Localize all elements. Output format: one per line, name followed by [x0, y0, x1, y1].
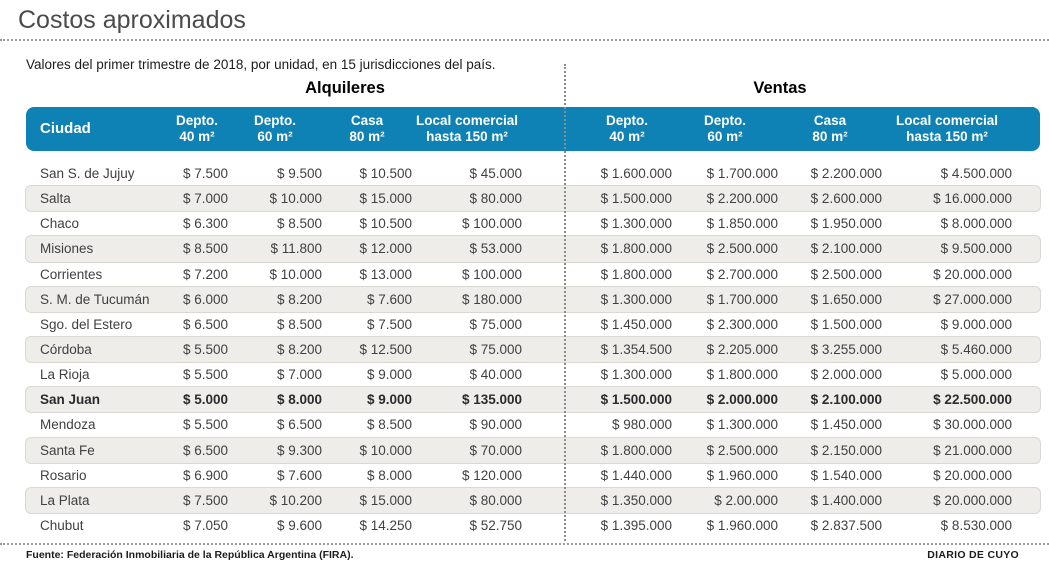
alquileres-value: $ 10.500 — [359, 166, 412, 182]
alquileres-value: $ 8.200 — [276, 291, 322, 307]
alquileres-value: $ 7.600 — [366, 291, 412, 307]
column-header-alq-casa80: Casa 80 m² — [349, 112, 385, 144]
ventas-value: $ 20.000.000 — [933, 492, 1012, 508]
ventas-value: $ 5.000.000 — [940, 367, 1012, 383]
ventas-value: $ 1.300.000 — [600, 291, 672, 307]
alquileres-value: $ 7.000 — [276, 367, 322, 383]
subtitle: Valores del primer trimestre de 2018, por unidad, en 15 jurisdicciones del país. — [26, 57, 496, 72]
ventas-value: $ 1.960.000 — [706, 518, 778, 534]
ventas-value: $ 9.500.000 — [940, 241, 1012, 257]
ventas-value: $ 1.300.000 — [706, 417, 778, 433]
ventas-value: $ 1.395.000 — [600, 518, 672, 534]
ventas-value: $ 2.500.000 — [706, 442, 778, 458]
alquileres-value: $ 7.500 — [182, 166, 228, 182]
ventas-value: $ 1.800.000 — [706, 367, 778, 383]
alquileres-value: $ 70.000 — [469, 442, 522, 458]
city-cell: S. M. de Tucumán — [40, 291, 150, 307]
table-row — [26, 161, 1040, 186]
ventas-value: $ 1.700.000 — [706, 291, 778, 307]
table-row — [26, 488, 1040, 513]
alquileres-value: $ 80.000 — [469, 191, 522, 207]
ventas-value: $ 1.500.000 — [600, 392, 672, 408]
ventas-value: $ 1.350.000 — [600, 492, 672, 508]
column-header-alq-depto40: Depto. 40 m² — [176, 112, 218, 144]
column-header-ven-depto40: Depto. 40 m² — [606, 112, 648, 144]
city-cell: Santa Fe — [40, 442, 95, 458]
column-header-ciudad: Ciudad — [40, 119, 91, 137]
alquileres-value: $ 15.000 — [359, 492, 412, 508]
alquileres-value: $ 8.500 — [182, 241, 228, 257]
alquileres-value: $ 13.000 — [359, 266, 412, 282]
ventas-value: $ 21.000.000 — [933, 442, 1012, 458]
alquileres-value: $ 180.000 — [461, 291, 522, 307]
alquileres-value: $ 8.000 — [366, 467, 412, 483]
alquileres-value: $ 5.000 — [182, 392, 228, 408]
alquileres-value: $ 5.500 — [182, 417, 228, 433]
table-row — [26, 186, 1040, 211]
ventas-value: $ 27.000.000 — [933, 291, 1012, 307]
city-cell: La Rioja — [40, 367, 90, 383]
bottom-divider — [0, 543, 1049, 545]
ventas-value: $ 2.200.000 — [706, 191, 778, 207]
ventas-value: $ 1.950.000 — [810, 216, 882, 232]
ventas-value: $ 1.850.000 — [706, 216, 778, 232]
city-cell: Misiones — [40, 241, 94, 257]
city-cell: Sgo. del Estero — [40, 316, 133, 332]
table-row — [26, 211, 1040, 236]
ventas-value: $ 1.800.000 — [600, 266, 672, 282]
ventas-value: $ 2.500.000 — [706, 241, 778, 257]
city-cell: La Plata — [40, 492, 90, 508]
alquileres-value: $ 45.000 — [469, 166, 522, 182]
ventas-value: $ 2.200.000 — [810, 166, 882, 182]
alquileres-value: $ 8.500 — [276, 316, 322, 332]
alquileres-value: $ 15.000 — [359, 191, 412, 207]
alquileres-value: $ 5.500 — [182, 342, 228, 358]
ventas-value: $ 1.800.000 — [600, 442, 672, 458]
table-row — [26, 438, 1040, 463]
publisher-credit: DIARIO DE CUYO — [927, 549, 1019, 561]
table-body — [26, 161, 1040, 538]
alquileres-value: $ 53.000 — [469, 241, 522, 257]
alquileres-value: $ 8.500 — [276, 216, 322, 232]
ventas-value: $ 1.500.000 — [810, 316, 882, 332]
table-row — [26, 362, 1040, 387]
ventas-value: $ 1.540.000 — [810, 467, 882, 483]
table-row — [26, 287, 1040, 312]
city-cell: Salta — [40, 191, 71, 207]
column-header-alq-depto60: Depto. 60 m² — [254, 112, 296, 144]
table-row — [26, 236, 1040, 261]
ventas-value: $ 2.150.000 — [810, 442, 882, 458]
ventas-value: $ 2.205.000 — [706, 342, 778, 358]
table-row — [26, 513, 1040, 538]
column-header-ven-local: Local comercial hasta 150 m² — [895, 112, 999, 144]
section-header-alquileres: Alquileres — [305, 79, 385, 97]
ventas-value: $ 1.450.000 — [600, 316, 672, 332]
ventas-value: $ 22.500.000 — [933, 392, 1012, 408]
alquileres-value: $ 52.750 — [469, 518, 522, 534]
ventas-value: $ 1.600.000 — [600, 166, 672, 182]
ventas-value: $ 2.100.000 — [810, 241, 882, 257]
top-divider — [0, 39, 1049, 41]
alquileres-value: $ 40.000 — [469, 367, 522, 383]
ventas-value: $ 3.255.000 — [810, 342, 882, 358]
ventas-value: $ 16.000.000 — [933, 191, 1012, 207]
ventas-value: $ 1.650.000 — [810, 291, 882, 307]
ventas-value: $ 1.300.000 — [600, 216, 672, 232]
alquileres-value: $ 7.500 — [366, 316, 412, 332]
alquileres-value: $ 14.250 — [359, 518, 412, 534]
ventas-value: $ 2.700.000 — [706, 266, 778, 282]
city-cell: Córdoba — [40, 342, 92, 358]
alquileres-value: $ 6.900 — [182, 467, 228, 483]
ventas-value: $ 20.000.000 — [933, 467, 1012, 483]
ventas-value: $ 1.440.000 — [600, 467, 672, 483]
city-cell: Corrientes — [40, 266, 103, 282]
ventas-value: $ 1.300.000 — [600, 367, 672, 383]
alquileres-value: $ 6.500 — [182, 316, 228, 332]
alquileres-value: $ 10.000 — [359, 442, 412, 458]
column-header-ven-depto60: Depto. 60 m² — [704, 112, 746, 144]
alquileres-value: $ 8.500 — [366, 417, 412, 433]
alquileres-value: $ 12.000 — [359, 241, 412, 257]
table-row — [26, 337, 1040, 362]
section-header-ventas: Ventas — [753, 79, 807, 97]
alquileres-value: $ 9.000 — [366, 367, 412, 383]
alquileres-value: $ 5.500 — [182, 367, 228, 383]
alquileres-value: $ 7.200 — [182, 266, 228, 282]
city-cell: Chaco — [40, 216, 80, 232]
alquileres-value: $ 7.500 — [182, 492, 228, 508]
alquileres-value: $ 9.300 — [276, 442, 322, 458]
alquileres-value: $ 10.500 — [359, 216, 412, 232]
ventas-value: $ 2.00.000 — [714, 492, 778, 508]
source-note: Fuente: Federación Inmobiliaria de la República Argentina (FIRA). — [26, 549, 354, 561]
ventas-value: $ 8.530.000 — [940, 518, 1012, 534]
ventas-value: $ 2.500.000 — [810, 266, 882, 282]
alquileres-value: $ 10.000 — [269, 266, 322, 282]
ventas-value: $ 1.354.500 — [600, 342, 672, 358]
alquileres-value: $ 7.000 — [182, 191, 228, 207]
alquileres-value: $ 11.800 — [270, 241, 322, 257]
ventas-value: $ 2.300.000 — [706, 316, 778, 332]
ventas-value: $ 9.000.000 — [940, 316, 1012, 332]
page-title: Costos aproximados — [18, 6, 246, 34]
alquileres-value: $ 90.000 — [469, 417, 522, 433]
alquileres-value: $ 8.200 — [276, 342, 322, 358]
alquileres-value: $ 6.000 — [182, 291, 228, 307]
ventas-value: $ 980.000 — [611, 417, 672, 433]
table-header — [26, 107, 1040, 151]
alquileres-value: $ 120.000 — [461, 467, 522, 483]
alquileres-value: $ 80.000 — [469, 492, 522, 508]
ventas-value: $ 1.500.000 — [600, 191, 672, 207]
alquileres-value: $ 100.000 — [461, 216, 522, 232]
alquileres-value: $ 9.500 — [276, 166, 322, 182]
table-row — [26, 412, 1040, 437]
ventas-value: $ 8.000.000 — [940, 216, 1012, 232]
alquileres-value: $ 10.200 — [269, 492, 322, 508]
alquileres-value: $ 10.000 — [269, 191, 322, 207]
alquileres-value: $ 6.500 — [182, 442, 228, 458]
ventas-value: $ 1.960.000 — [706, 467, 778, 483]
alquileres-value: $ 7.600 — [276, 467, 322, 483]
ventas-value: $ 1.800.000 — [600, 241, 672, 257]
alquileres-value: $ 135.000 — [461, 392, 522, 408]
table-row — [26, 312, 1040, 337]
ventas-value: $ 1.400.000 — [810, 492, 882, 508]
ventas-value: $ 2.837.500 — [810, 518, 882, 534]
ventas-value: $ 2.000.000 — [706, 392, 778, 408]
alquileres-value: $ 75.000 — [469, 342, 522, 358]
alquileres-value: $ 6.500 — [276, 417, 322, 433]
column-header-alq-local: Local comercial hasta 150 m² — [415, 112, 519, 144]
table-row — [26, 262, 1040, 287]
ventas-value: $ 30.000.000 — [933, 417, 1012, 433]
ventas-value: $ 20.000.000 — [933, 266, 1012, 282]
alquileres-value: $ 100.000 — [461, 266, 522, 282]
section-divider — [564, 64, 566, 541]
ventas-value: $ 1.450.000 — [810, 417, 882, 433]
city-cell: San Juan — [40, 392, 101, 408]
alquileres-value: $ 8.000 — [276, 392, 322, 408]
alquileres-value: $ 75.000 — [469, 316, 522, 332]
ventas-value: $ 2.600.000 — [810, 191, 882, 207]
city-cell: Chubut — [40, 518, 84, 534]
alquileres-value: $ 9.000 — [366, 392, 412, 408]
alquileres-value: $ 7.050 — [182, 518, 228, 534]
ventas-value: $ 1.700.000 — [706, 166, 778, 182]
ventas-value: $ 2.100.000 — [810, 392, 882, 408]
ventas-value: $ 2.000.000 — [810, 367, 882, 383]
table-row — [26, 463, 1040, 488]
city-cell: Mendoza — [40, 417, 96, 433]
alquileres-value: $ 6.300 — [182, 216, 228, 232]
ventas-value: $ 4.500.000 — [940, 166, 1012, 182]
column-header-ven-casa80: Casa 80 m² — [812, 112, 848, 144]
city-cell: San S. de Jujuy — [40, 166, 135, 182]
ventas-value: $ 5.460.000 — [940, 342, 1012, 358]
alquileres-value: $ 12.500 — [359, 342, 412, 358]
table-row — [26, 387, 1040, 412]
alquileres-value: $ 9.600 — [276, 518, 322, 534]
city-cell: Rosario — [40, 467, 87, 483]
